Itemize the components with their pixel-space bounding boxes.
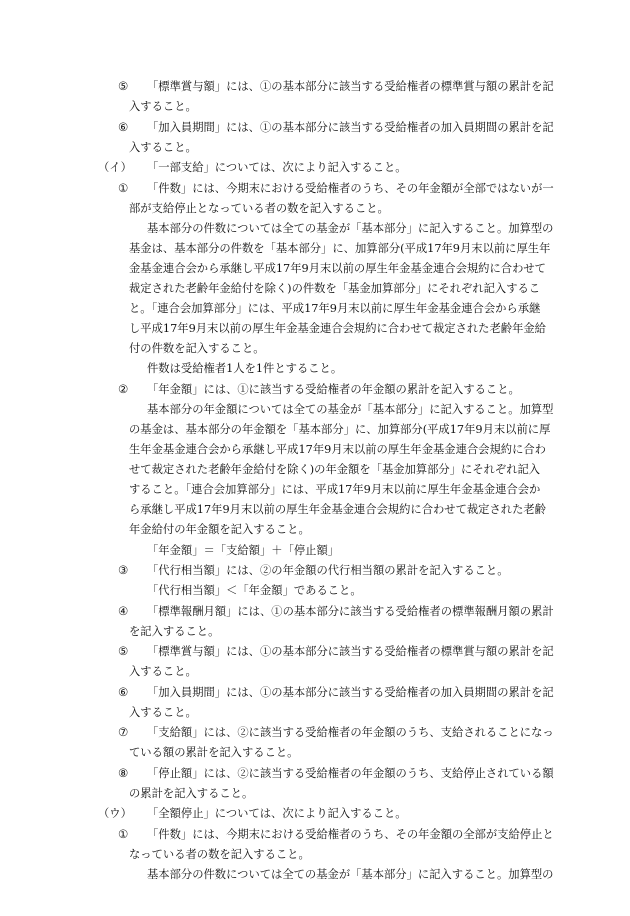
text-line: 基金は、基本部分の件数を「基本部分」に、加算部分(平成17年9月末以前に厚生年 [129,242,551,255]
text-line: 入すること。 [129,100,197,113]
text-line: し平成17年9月末以前の厚生年金基金連合会規約に合わせて裁定された老齢年金給 [129,322,546,335]
text-line: の基金は、基本部分の年金額を「基本部分」に、加算部分(平成17年9月末以前に厚 [129,423,551,436]
text-line: 「件数」には、今期末における受給権者のうち、その年金額が全部ではないが一 [147,182,554,195]
text-line: ら承継し平成17年9月末以前の厚生年金基金連合会規約に合わせて裁定された老齢 [129,503,546,516]
text-line: 「標準賞与額」には、①の基本部分に該当する受給権者の標準賞与額の累計を記 [147,80,554,93]
text-line: なっている者の数を記入すること。 [129,848,310,861]
text-line: 「加入員期間」には、①の基本部分に該当する受給権者の加入員期間の累計を記 [147,121,554,134]
item-marker: ② [118,383,129,396]
text-line: 「件数」には、今期末における受給権者のうち、その年金額の全部が支給停止と [147,828,554,841]
item-marker: ⑤ [118,645,129,658]
text-line: 入すること。 [129,665,197,678]
text-line: 基本部分の年金額については全ての基金が「基本部分」に記入すること。加算型 [147,403,554,416]
text-line: 「代行相当額」には、②の年金額の代行相当額の累計を記入すること。 [147,564,509,577]
text-line: 部が支給停止となっている者の数を記入すること。 [129,202,389,215]
text-line: 基本部分の件数については全ての基金が「基本部分」に記入すること。加算型の [147,868,554,881]
text-line: 生年金基金連合会から承継し平成17年9月末以前の厚生年金基金連合会規約に合わ [129,443,546,456]
text-line: と。「連合会加算部分」には、平成17年9月末以前に厚生年金基金連合会から承継 [129,302,541,315]
text-line: せて裁定された老齢年金給付を除く)の年金額を「基金加算部分」にそれぞれ記入 [129,463,541,476]
text-line: を記入すること。 [129,625,220,638]
item-marker: ① [118,182,129,195]
text-line: すること。「連合会加算部分」には、平成17年9月末以前に厚生年金基金連合会か [129,483,541,496]
section-heading: 「一部支給」については、次により記入すること。 [147,161,407,174]
text-line: 入すること。 [129,141,197,154]
text-line: 件数は受給権者1人を1件とすること。 [147,362,343,375]
text-line: 「標準報酬月額」には、①の基本部分に該当する受給権者の標準報酬月額の累計 [147,605,554,618]
item-marker: ① [118,828,129,841]
item-marker: ④ [118,605,129,618]
text-line: 「停止額」には、②に該当する受給権者の年金額のうち、支給停止されている額 [147,767,554,780]
item-marker: ⑥ [118,686,129,699]
text-line: 「加入員期間」には、①の基本部分に該当する受給権者の加入員期間の累計を記 [147,686,554,699]
section-heading: 「全額停止」については、次により記入すること。 [147,807,407,820]
text-line: の累計を記入すること。 [129,787,254,800]
text-line: 裁定された老齢年金給付を除く)の件数を「基金加算部分」にそれぞれ記入するこ [129,282,541,295]
text-line: 「年金額」には、①に該当する受給権者の年金額の累計を記入すること。 [147,383,520,396]
text-line: 金基金連合会から承継し平成17年9月末以前の厚生年金基金連合会規約に合わせて [129,262,546,275]
item-marker: ⑧ [118,767,129,780]
text-line: ている額の累計を記入すること。 [129,746,299,759]
item-marker: ⑥ [118,121,129,134]
section-marker: （イ） [98,161,132,174]
item-marker: ③ [118,564,129,577]
item-marker: ⑦ [118,726,129,739]
formula-line: 「代行相当額」＜「年金額」であること。 [147,584,362,597]
section-marker: （ウ） [98,807,132,820]
text-line: 「標準賞与額」には、①の基本部分に該当する受給権者の標準賞与額の累計を記 [147,645,554,658]
text-line: 入すること。 [129,706,197,719]
text-line: 年金給付の年金額を記入すること。 [129,523,310,536]
text-line: 「支給額」には、②に該当する受給権者の年金額のうち、支給されることになっ [147,726,554,739]
text-line: 付の件数を記入すること。 [129,342,265,355]
item-marker: ⑤ [118,80,129,93]
text-line: 基本部分の件数については全ての基金が「基本部分」に記入すること。加算型の [147,222,554,235]
formula-line: 「年金額」＝「支給額」＋「停止額」 [147,544,340,557]
